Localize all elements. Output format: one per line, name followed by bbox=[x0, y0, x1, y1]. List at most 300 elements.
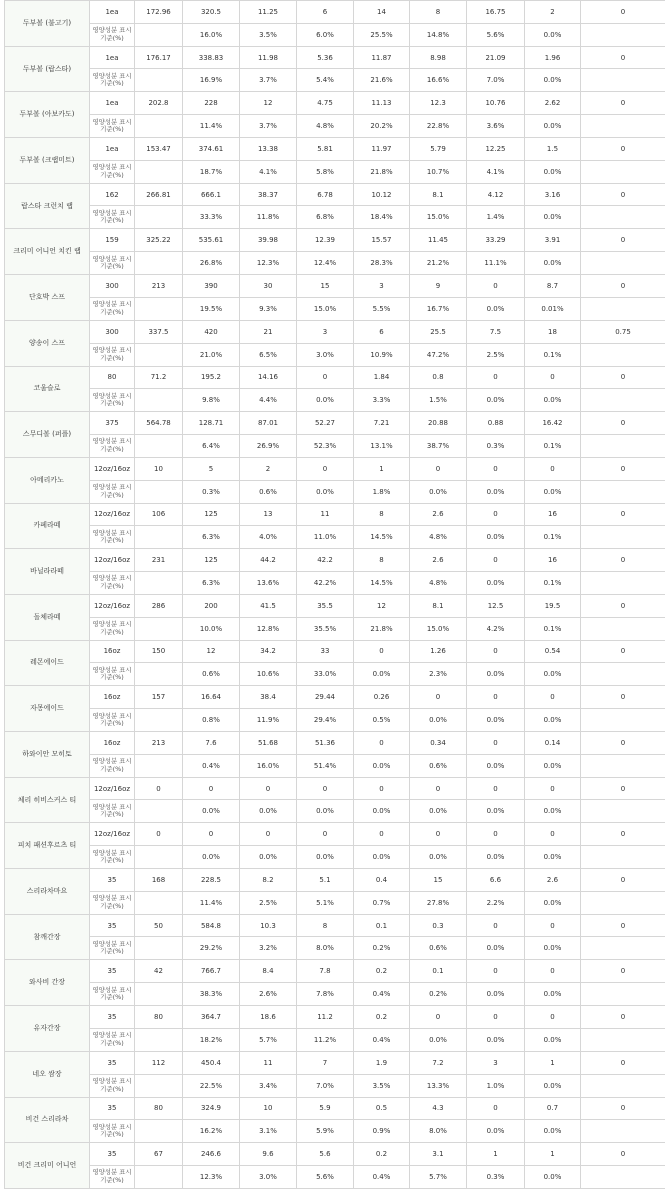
value-cell: 0 bbox=[467, 777, 525, 800]
value-cell: 8.1 bbox=[410, 183, 467, 206]
value-cell: 1 bbox=[525, 1143, 581, 1166]
percent-cell: 13.1% bbox=[354, 434, 410, 457]
value-cell: 16 bbox=[525, 503, 581, 526]
percent-cell: 14.8% bbox=[410, 23, 467, 46]
value-cell: 3 bbox=[297, 320, 354, 343]
percent-cell: 0.0% bbox=[467, 846, 525, 869]
table-row bbox=[5, 412, 665, 435]
value-cell: 80 bbox=[135, 1006, 183, 1029]
value-cell: 35.5 bbox=[297, 594, 354, 617]
value-cell: 0 bbox=[467, 823, 525, 846]
value-cell: 8 bbox=[410, 1, 467, 24]
value-cell: 324.9 bbox=[183, 1097, 240, 1120]
percent-cell: 13.6% bbox=[240, 571, 297, 594]
table-row bbox=[5, 1006, 665, 1029]
percent-cell: 0.0% bbox=[467, 389, 525, 412]
menu-name-cell: 아메리카노 bbox=[5, 457, 90, 503]
table-row bbox=[5, 206, 665, 229]
value-cell: 0 bbox=[297, 366, 354, 389]
value-cell: 0 bbox=[581, 640, 665, 663]
percent-cell bbox=[581, 206, 665, 229]
value-cell: 12oz/16oz bbox=[90, 457, 135, 480]
percent-cell: 0.0% bbox=[525, 846, 581, 869]
value-cell: 0.3 bbox=[410, 914, 467, 937]
percent-cell: 21.2% bbox=[410, 252, 467, 275]
value-cell: 42.2 bbox=[297, 549, 354, 572]
value-cell: 0 bbox=[581, 960, 665, 983]
percent-cell: 16.7% bbox=[410, 297, 467, 320]
value-cell: 228 bbox=[183, 92, 240, 115]
menu-name-cell: 스무디볼 (퍼플) bbox=[5, 412, 90, 458]
percent-cell bbox=[581, 160, 665, 183]
value-cell: 0 bbox=[467, 914, 525, 937]
percent-cell bbox=[581, 1028, 665, 1051]
percent-cell bbox=[581, 480, 665, 503]
percent-cell bbox=[581, 389, 665, 412]
criteria-label-cell: 영양성분 표시기준(%) bbox=[90, 389, 135, 412]
value-cell: 162 bbox=[90, 183, 135, 206]
blank-cell bbox=[135, 297, 183, 320]
blank-cell bbox=[135, 23, 183, 46]
percent-cell: 6.3% bbox=[183, 571, 240, 594]
blank-cell bbox=[135, 617, 183, 640]
blank-cell bbox=[135, 663, 183, 686]
value-cell: 325.22 bbox=[135, 229, 183, 252]
percent-cell: 0.0% bbox=[467, 480, 525, 503]
value-cell: 12.39 bbox=[297, 229, 354, 252]
value-cell: 157 bbox=[135, 686, 183, 709]
value-cell: 8.2 bbox=[240, 869, 297, 892]
value-cell: 3 bbox=[354, 275, 410, 298]
value-cell: 0.88 bbox=[467, 412, 525, 435]
percent-cell: 8.0% bbox=[297, 937, 354, 960]
percent-cell: 0.0% bbox=[467, 754, 525, 777]
percent-cell: 0.0% bbox=[354, 846, 410, 869]
percent-cell: 0.0% bbox=[525, 115, 581, 138]
value-cell: 0 bbox=[581, 275, 665, 298]
blank-cell bbox=[135, 480, 183, 503]
menu-name-cell: 체리 히비스커스 티 bbox=[5, 777, 90, 823]
value-cell: 1.84 bbox=[354, 366, 410, 389]
value-cell: 16.75 bbox=[467, 1, 525, 24]
value-cell: 9.6 bbox=[240, 1143, 297, 1166]
percent-cell: 26.9% bbox=[240, 434, 297, 457]
percent-cell: 0.0% bbox=[467, 1028, 525, 1051]
percent-cell: 16.0% bbox=[183, 23, 240, 46]
value-cell: 5.81 bbox=[297, 138, 354, 161]
value-cell: 128.71 bbox=[183, 412, 240, 435]
value-cell: 300 bbox=[90, 275, 135, 298]
percent-cell: 4.1% bbox=[240, 160, 297, 183]
percent-cell: 11.1% bbox=[467, 252, 525, 275]
percent-cell: 0.3% bbox=[183, 480, 240, 503]
menu-name-cell: 피치 패션후르츠 티 bbox=[5, 823, 90, 869]
value-cell: 0 bbox=[354, 823, 410, 846]
percent-cell: 0.0% bbox=[467, 983, 525, 1006]
value-cell: 0 bbox=[467, 1097, 525, 1120]
value-cell: 10.3 bbox=[240, 914, 297, 937]
percent-cell: 0.0% bbox=[297, 389, 354, 412]
value-cell: 16 bbox=[525, 549, 581, 572]
value-cell: 0 bbox=[240, 777, 297, 800]
percent-cell: 6.4% bbox=[183, 434, 240, 457]
value-cell: 159 bbox=[90, 229, 135, 252]
percent-cell: 25.5% bbox=[354, 23, 410, 46]
value-cell: 14 bbox=[354, 1, 410, 24]
percent-cell: 38.7% bbox=[410, 434, 467, 457]
criteria-label-cell: 영양성분 표시기준(%) bbox=[90, 709, 135, 732]
value-cell: 12.5 bbox=[467, 594, 525, 617]
value-cell: 231 bbox=[135, 549, 183, 572]
percent-cell: 3.5% bbox=[354, 1074, 410, 1097]
criteria-label-cell: 영양성분 표시기준(%) bbox=[90, 754, 135, 777]
percent-cell: 21.0% bbox=[183, 343, 240, 366]
value-cell: 0 bbox=[581, 457, 665, 480]
criteria-label-cell: 영양성분 표시기준(%) bbox=[90, 1074, 135, 1097]
value-cell: 3 bbox=[467, 1051, 525, 1074]
value-cell: 4.75 bbox=[297, 92, 354, 115]
table-row bbox=[5, 640, 665, 663]
blank-cell bbox=[135, 846, 183, 869]
percent-cell: 0.0% bbox=[467, 663, 525, 686]
table-row bbox=[5, 732, 665, 755]
percent-cell: 0.0% bbox=[297, 846, 354, 869]
value-cell: 6.6 bbox=[467, 869, 525, 892]
menu-name-cell: 두부볼 (아보카도) bbox=[5, 92, 90, 138]
value-cell: 5.9 bbox=[297, 1097, 354, 1120]
menu-name-cell: 바닐라라떼 bbox=[5, 549, 90, 595]
percent-cell: 11.9% bbox=[240, 709, 297, 732]
percent-cell: 4.1% bbox=[467, 160, 525, 183]
percent-cell: 19.5% bbox=[183, 297, 240, 320]
percent-cell bbox=[581, 891, 665, 914]
percent-cell: 0.0% bbox=[410, 846, 467, 869]
percent-cell: 14.5% bbox=[354, 526, 410, 549]
blank-cell bbox=[135, 389, 183, 412]
percent-cell: 28.3% bbox=[354, 252, 410, 275]
table-row bbox=[5, 1051, 665, 1074]
table-row bbox=[5, 1143, 665, 1166]
percent-cell bbox=[581, 709, 665, 732]
percent-cell: 5.6% bbox=[297, 1165, 354, 1188]
menu-name-cell: 카페라떼 bbox=[5, 503, 90, 549]
value-cell: 5.36 bbox=[297, 46, 354, 69]
value-cell: 390 bbox=[183, 275, 240, 298]
menu-name-cell: 비건 크리미 어니언 bbox=[5, 1143, 90, 1189]
value-cell: 8.4 bbox=[240, 960, 297, 983]
value-cell: 42 bbox=[135, 960, 183, 983]
value-cell: 7.5 bbox=[467, 320, 525, 343]
value-cell: 420 bbox=[183, 320, 240, 343]
percent-cell bbox=[581, 252, 665, 275]
percent-cell: 7.0% bbox=[467, 69, 525, 92]
value-cell: 12oz/16oz bbox=[90, 777, 135, 800]
nutrition-table-body bbox=[5, 1, 665, 1189]
value-cell: 7.21 bbox=[354, 412, 410, 435]
percent-cell: 4.8% bbox=[297, 115, 354, 138]
criteria-label-cell: 영양성분 표시기준(%) bbox=[90, 617, 135, 640]
percent-cell: 12.3% bbox=[240, 252, 297, 275]
value-cell: 13.38 bbox=[240, 138, 297, 161]
percent-cell bbox=[581, 983, 665, 1006]
percent-cell: 0.0% bbox=[240, 846, 297, 869]
percent-cell: 9.3% bbox=[240, 297, 297, 320]
percent-cell: 3.6% bbox=[467, 115, 525, 138]
percent-cell: 15.0% bbox=[410, 617, 467, 640]
value-cell: 0 bbox=[467, 503, 525, 526]
value-cell: 10 bbox=[240, 1097, 297, 1120]
value-cell: 0 bbox=[525, 914, 581, 937]
value-cell: 80 bbox=[90, 366, 135, 389]
blank-cell bbox=[135, 343, 183, 366]
value-cell: 1 bbox=[525, 1051, 581, 1074]
value-cell: 0 bbox=[467, 732, 525, 755]
value-cell: 0 bbox=[581, 412, 665, 435]
percent-cell: 16.2% bbox=[183, 1120, 240, 1143]
percent-cell: 4.4% bbox=[240, 389, 297, 412]
table-row bbox=[5, 914, 665, 937]
table-row bbox=[5, 252, 665, 275]
blank-cell bbox=[135, 1028, 183, 1051]
percent-cell: 5.8% bbox=[297, 160, 354, 183]
table-row bbox=[5, 1028, 665, 1051]
table-row bbox=[5, 138, 665, 161]
value-cell: 1.9 bbox=[354, 1051, 410, 1074]
criteria-label-cell: 영양성분 표시기준(%) bbox=[90, 297, 135, 320]
value-cell: 41.5 bbox=[240, 594, 297, 617]
table-row bbox=[5, 69, 665, 92]
value-cell: 0 bbox=[581, 823, 665, 846]
table-row bbox=[5, 823, 665, 846]
percent-cell: 35.5% bbox=[297, 617, 354, 640]
percent-cell: 38.3% bbox=[183, 983, 240, 1006]
value-cell: 39.98 bbox=[240, 229, 297, 252]
percent-cell: 0.1% bbox=[525, 617, 581, 640]
value-cell: 33 bbox=[297, 640, 354, 663]
percent-cell bbox=[581, 297, 665, 320]
table-row bbox=[5, 800, 665, 823]
table-row bbox=[5, 92, 665, 115]
value-cell: 7.2 bbox=[410, 1051, 467, 1074]
value-cell: 246.6 bbox=[183, 1143, 240, 1166]
value-cell: 286 bbox=[135, 594, 183, 617]
percent-cell: 0.0% bbox=[525, 983, 581, 1006]
table-row bbox=[5, 389, 665, 412]
percent-cell: 0.5% bbox=[354, 709, 410, 732]
value-cell: 6.78 bbox=[297, 183, 354, 206]
percent-cell: 4.8% bbox=[410, 571, 467, 594]
menu-name-cell: 네오 쌈장 bbox=[5, 1051, 90, 1097]
percent-cell: 0.2% bbox=[410, 983, 467, 1006]
percent-cell: 10.9% bbox=[354, 343, 410, 366]
value-cell: 0 bbox=[467, 1006, 525, 1029]
percent-cell: 3.7% bbox=[240, 115, 297, 138]
value-cell: 0.4 bbox=[354, 869, 410, 892]
menu-name-cell: 두부볼 (불고기) bbox=[5, 1, 90, 47]
value-cell: 0 bbox=[467, 549, 525, 572]
menu-name-cell: 스리라차마요 bbox=[5, 869, 90, 915]
percent-cell: 0.0% bbox=[525, 937, 581, 960]
value-cell: 1ea bbox=[90, 92, 135, 115]
percent-cell: 16.6% bbox=[410, 69, 467, 92]
percent-cell bbox=[581, 846, 665, 869]
value-cell: 13 bbox=[240, 503, 297, 526]
value-cell: 19.5 bbox=[525, 594, 581, 617]
percent-cell: 1.4% bbox=[467, 206, 525, 229]
criteria-label-cell: 영양성분 표시기준(%) bbox=[90, 480, 135, 503]
value-cell: 0 bbox=[581, 1006, 665, 1029]
value-cell: 20.88 bbox=[410, 412, 467, 435]
percent-cell: 51.4% bbox=[297, 754, 354, 777]
value-cell: 12 bbox=[354, 594, 410, 617]
percent-cell: 2.5% bbox=[467, 343, 525, 366]
value-cell: 6 bbox=[354, 320, 410, 343]
percent-cell: 2.6% bbox=[240, 983, 297, 1006]
value-cell: 0 bbox=[581, 869, 665, 892]
percent-cell: 11.8% bbox=[240, 206, 297, 229]
menu-name-cell: 코울슬로 bbox=[5, 366, 90, 412]
percent-cell: 3.4% bbox=[240, 1074, 297, 1097]
percent-cell: 0.0% bbox=[525, 663, 581, 686]
table-row bbox=[5, 457, 665, 480]
value-cell: 0.5 bbox=[354, 1097, 410, 1120]
value-cell: 213 bbox=[135, 275, 183, 298]
value-cell: 5.79 bbox=[410, 138, 467, 161]
percent-cell bbox=[581, 526, 665, 549]
percent-cell: 0.6% bbox=[410, 754, 467, 777]
value-cell: 71.2 bbox=[135, 366, 183, 389]
value-cell: 0.8 bbox=[410, 366, 467, 389]
value-cell: 0.2 bbox=[354, 1143, 410, 1166]
table-row bbox=[5, 617, 665, 640]
value-cell: 0.2 bbox=[354, 960, 410, 983]
value-cell: 564.78 bbox=[135, 412, 183, 435]
value-cell: 9 bbox=[410, 275, 467, 298]
percent-cell: 29.2% bbox=[183, 937, 240, 960]
table-row bbox=[5, 275, 665, 298]
percent-cell: 26.8% bbox=[183, 252, 240, 275]
percent-cell: 0.1% bbox=[525, 343, 581, 366]
value-cell: 0.34 bbox=[410, 732, 467, 755]
value-cell: 15.57 bbox=[354, 229, 410, 252]
value-cell: 202.8 bbox=[135, 92, 183, 115]
criteria-label-cell: 영양성분 표시기준(%) bbox=[90, 526, 135, 549]
blank-cell bbox=[135, 69, 183, 92]
percent-cell: 0.4% bbox=[354, 1165, 410, 1188]
value-cell: 16.42 bbox=[525, 412, 581, 435]
blank-cell bbox=[135, 709, 183, 732]
value-cell: 0 bbox=[525, 366, 581, 389]
value-cell: 1.26 bbox=[410, 640, 467, 663]
value-cell: 1.96 bbox=[525, 46, 581, 69]
value-cell: 3.1 bbox=[410, 1143, 467, 1166]
percent-cell: 0.0% bbox=[525, 1028, 581, 1051]
percent-cell: 42.2% bbox=[297, 571, 354, 594]
value-cell: 15 bbox=[410, 869, 467, 892]
value-cell: 38.37 bbox=[240, 183, 297, 206]
percent-cell: 5.7% bbox=[410, 1165, 467, 1188]
value-cell: 11 bbox=[240, 1051, 297, 1074]
table-row bbox=[5, 594, 665, 617]
percent-cell: 0.6% bbox=[410, 937, 467, 960]
value-cell: 2.6 bbox=[410, 549, 467, 572]
percent-cell: 0.4% bbox=[354, 1028, 410, 1051]
value-cell: 8 bbox=[354, 549, 410, 572]
percent-cell: 0.0% bbox=[183, 800, 240, 823]
table-row bbox=[5, 434, 665, 457]
percent-cell bbox=[581, 69, 665, 92]
value-cell: 16.64 bbox=[183, 686, 240, 709]
value-cell: 12.3 bbox=[410, 92, 467, 115]
value-cell: 125 bbox=[183, 549, 240, 572]
percent-cell: 21.8% bbox=[354, 160, 410, 183]
value-cell: 2 bbox=[525, 1, 581, 24]
value-cell: 535.61 bbox=[183, 229, 240, 252]
value-cell: 21 bbox=[240, 320, 297, 343]
percent-cell: 3.2% bbox=[240, 937, 297, 960]
percent-cell: 7.0% bbox=[297, 1074, 354, 1097]
value-cell: 21.09 bbox=[467, 46, 525, 69]
value-cell: 4.12 bbox=[467, 183, 525, 206]
table-row bbox=[5, 320, 665, 343]
value-cell: 0.2 bbox=[354, 1006, 410, 1029]
value-cell: 2.62 bbox=[525, 92, 581, 115]
blank-cell bbox=[135, 1120, 183, 1143]
percent-cell: 0.0% bbox=[354, 663, 410, 686]
percent-cell bbox=[581, 1165, 665, 1188]
value-cell: 168 bbox=[135, 869, 183, 892]
value-cell: 18.6 bbox=[240, 1006, 297, 1029]
percent-cell: 6.5% bbox=[240, 343, 297, 366]
table-row bbox=[5, 1120, 665, 1143]
value-cell: 10.76 bbox=[467, 92, 525, 115]
criteria-label-cell: 영양성분 표시기준(%) bbox=[90, 1120, 135, 1143]
criteria-label-cell: 영양성분 표시기준(%) bbox=[90, 343, 135, 366]
value-cell: 213 bbox=[135, 732, 183, 755]
table-row bbox=[5, 709, 665, 732]
value-cell: 35 bbox=[90, 960, 135, 983]
percent-cell: 21.8% bbox=[354, 617, 410, 640]
value-cell: 0 bbox=[297, 823, 354, 846]
value-cell: 584.8 bbox=[183, 914, 240, 937]
table-row bbox=[5, 1097, 665, 1120]
table-row bbox=[5, 46, 665, 69]
percent-cell: 0.0% bbox=[525, 69, 581, 92]
percent-cell: 0.1% bbox=[525, 571, 581, 594]
percent-cell: 0.0% bbox=[297, 480, 354, 503]
percent-cell: 18.7% bbox=[183, 160, 240, 183]
percent-cell: 0.8% bbox=[183, 709, 240, 732]
percent-cell: 0.7% bbox=[354, 891, 410, 914]
value-cell: 38.4 bbox=[240, 686, 297, 709]
criteria-label-cell: 영양성분 표시기준(%) bbox=[90, 434, 135, 457]
value-cell: 0 bbox=[240, 823, 297, 846]
value-cell: 0 bbox=[410, 686, 467, 709]
value-cell: 11.25 bbox=[240, 1, 297, 24]
table-row bbox=[5, 526, 665, 549]
percent-cell: 0.0% bbox=[354, 800, 410, 823]
menu-name-cell: 단호박 스프 bbox=[5, 275, 90, 321]
percent-cell: 2.2% bbox=[467, 891, 525, 914]
blank-cell bbox=[135, 891, 183, 914]
percent-cell: 0.0% bbox=[525, 252, 581, 275]
percent-cell bbox=[581, 434, 665, 457]
percent-cell: 5.5% bbox=[354, 297, 410, 320]
percent-cell bbox=[581, 571, 665, 594]
value-cell: 35 bbox=[90, 1006, 135, 1029]
value-cell: 16oz bbox=[90, 686, 135, 709]
percent-cell: 6.8% bbox=[297, 206, 354, 229]
